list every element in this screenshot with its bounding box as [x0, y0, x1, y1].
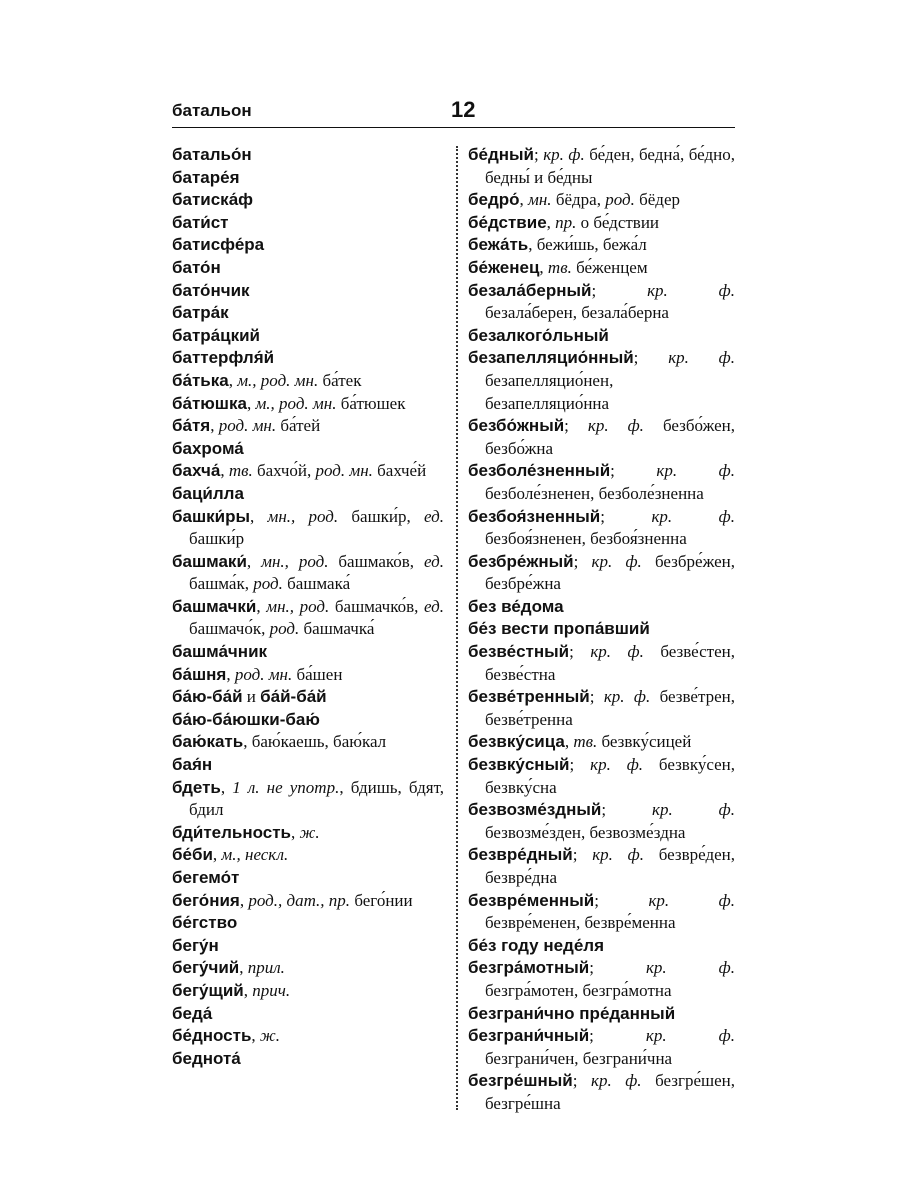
grammar-label: ед. [424, 596, 444, 616]
header-rule [172, 127, 735, 128]
entry-text: ; [573, 551, 592, 571]
headword: беда́ [172, 1003, 213, 1023]
dictionary-entry [172, 1003, 444, 1026]
headword: без ве́дома [468, 596, 564, 616]
dictionary-entry [468, 686, 735, 731]
grammar-label: 1 л. не употр. [232, 777, 340, 797]
grammar-label: кр. ф. [652, 800, 735, 820]
entry-text: бе́ден, бедна́, бе́дно, бедны́ и бе́дны [485, 145, 735, 187]
entry-text: башмака́ [282, 574, 351, 594]
entry-text: безбо́жен, безбо́жна [485, 416, 735, 458]
dictionary-entry [172, 144, 444, 167]
headword: безграни́чный [468, 1026, 590, 1046]
entry-text: , [519, 190, 529, 210]
headword: бато́нчик [172, 280, 250, 300]
headword: бегемо́т [172, 868, 240, 887]
entry-text: ; [572, 1071, 591, 1091]
entry-text: безве́стен, безве́стна [485, 642, 735, 684]
entry-text: , [239, 890, 249, 910]
dictionary-entry [468, 890, 735, 935]
dictionary-entry [468, 1025, 735, 1070]
entry-text: башма́к, [189, 574, 254, 594]
headword: бдеть [172, 777, 221, 797]
entry-text: ; [633, 348, 669, 368]
dictionary-entry [468, 618, 735, 641]
dictionary-entry [468, 280, 735, 325]
entry-text: , [226, 664, 235, 684]
dictionary-entry [172, 1048, 444, 1071]
grammar-label: пр. [555, 212, 577, 232]
dictionary-entry [468, 1003, 735, 1026]
grammar-label: кр. ф. [645, 1026, 735, 1046]
headword: безвку́сный [468, 755, 570, 775]
headword: бе́з году неде́ля [468, 935, 605, 955]
dictionary-entry [172, 822, 444, 845]
entry-text: безболе́зненен, безболе́зненна [485, 483, 704, 503]
entry-text: , [228, 370, 238, 390]
dictionary-entry [172, 347, 444, 370]
headword: бди́тельность [172, 822, 292, 842]
grammar-label: род. [605, 190, 635, 210]
entry-text: ; [594, 890, 649, 910]
entry-text: ; [572, 845, 593, 865]
entry-text: ; [610, 461, 657, 481]
entry-text: ; [564, 416, 588, 436]
dictionary-entry [172, 980, 444, 1003]
grammar-label: кр. ф. [590, 755, 644, 775]
entry-text: безвозме́здeн, безвозме́здна [485, 822, 686, 842]
dictionary-entry [468, 460, 735, 505]
entry-text: ; [569, 755, 591, 775]
dictionary-entry [172, 167, 444, 190]
entry-text: ; [569, 642, 591, 662]
dictionary-entry [172, 664, 444, 687]
entry-text: безвку́сицей [597, 732, 692, 752]
headword: башмачки́ [172, 596, 257, 616]
dictionary-entry [172, 257, 444, 280]
dictionary-entry [468, 844, 735, 889]
grammar-label: род. [269, 619, 300, 639]
headword: бегу́н [172, 935, 219, 955]
entry-text: бего́нии [350, 890, 413, 910]
headword: безбре́жный [468, 551, 574, 571]
dictionary-entry [468, 641, 735, 686]
headword: бая́н [172, 755, 213, 775]
entry-text: , [539, 257, 548, 277]
grammar-label: ж. [259, 1026, 280, 1046]
dictionary-entry [172, 302, 444, 325]
dictionary-entry [468, 957, 735, 1002]
dictionary-entry [172, 393, 444, 416]
entry-text: , [546, 212, 556, 232]
entry-text: , [220, 461, 229, 481]
dictionary-entry [468, 935, 735, 958]
dictionary-entry [172, 234, 444, 257]
dictionary-entry [468, 799, 735, 844]
dictionary-entry [468, 189, 735, 212]
grammar-label: тв. [547, 257, 572, 277]
grammar-label: кр. ф. [591, 551, 642, 571]
dictionary-entry [468, 506, 735, 551]
entry-text: , бдишь, бдят, бдил [189, 777, 445, 820]
grammar-label: м., род. мн. [237, 370, 319, 390]
dictionary-entry [172, 867, 444, 890]
grammar-label: кр. ф. [651, 506, 735, 526]
dictionary-entry [172, 596, 444, 641]
headword: бежа́ть [468, 235, 529, 255]
grammar-label: мн., род. [267, 506, 339, 526]
dictionary-entry [172, 754, 444, 777]
dictionary-entry [468, 596, 735, 619]
dictionary-entry [172, 415, 444, 438]
dictionary-entry [468, 212, 735, 235]
headword: бе́з вести пропа́вший [468, 619, 650, 639]
entry-text: и [242, 687, 261, 707]
headword: бе́гство [172, 913, 238, 933]
headword: беднота́ [172, 1048, 241, 1068]
entry-text: башмако́в, [328, 551, 424, 571]
entry-text: башмачка́ [299, 619, 375, 639]
dictionary-entry [172, 506, 444, 551]
dictionary-entry [172, 844, 444, 867]
entry-text: о бе́дствии [576, 212, 660, 232]
headword: бе́дствие [468, 212, 547, 232]
headword: бахрома́ [172, 438, 244, 458]
entry-text: ; [533, 145, 544, 164]
entry-text: безгра́мотен, безгра́мотна [485, 980, 672, 1000]
entry-text: бе́женцем [571, 257, 648, 277]
dictionary-entry [468, 415, 735, 460]
headword: башмаки́ [172, 551, 247, 571]
headword: безвре́дный [468, 845, 573, 865]
headword: батаре́я [172, 167, 240, 187]
entry-text: ба́шен [292, 664, 343, 684]
entry-text: бёдра, [551, 190, 606, 210]
headword: бегу́щий [172, 980, 244, 1000]
grammar-label: кр. ф. [591, 1071, 642, 1091]
grammar-label: ж. [299, 822, 320, 842]
entry-text: бахчо́й, [252, 461, 316, 481]
headword: безвре́менный [468, 890, 595, 910]
dictionary-entry [172, 912, 444, 935]
grammar-label: кр. ф. [656, 461, 735, 481]
headword: безбоя́зненный [468, 506, 601, 526]
grammar-label: род. мн. [218, 416, 277, 436]
headword: безве́стный [468, 642, 570, 662]
entry-text: бахче́й [372, 461, 427, 481]
grammar-label: кр. ф. [592, 845, 644, 865]
headword: ба́й-ба́й [260, 687, 327, 707]
headword: ба́ю-ба́й [172, 687, 243, 707]
right-column [468, 144, 735, 1116]
headword: безалкого́льный [468, 325, 609, 345]
entry-text: безбоя́зненен, безбоя́зненна [485, 529, 687, 549]
grammar-label: тв. [228, 461, 253, 481]
headword: батиска́ф [172, 190, 254, 210]
headword: бе́дность [172, 1026, 252, 1046]
dictionary-entry [172, 777, 444, 822]
headword: батальо́н [172, 145, 252, 164]
grammar-label: кр. ф. [648, 890, 735, 910]
dictionary-entry [172, 957, 444, 980]
entry-text: безапелляцио́нен, безапелляцио́нна [485, 370, 614, 413]
headword: ба́тька [172, 370, 229, 390]
entry-text: ; [601, 800, 653, 820]
dictionary-entry [172, 731, 444, 754]
grammar-label: м., нескл. [221, 845, 289, 865]
grammar-label: ед. [424, 506, 444, 526]
dictionary-entry [172, 483, 444, 506]
grammar-label: кр. ф. [590, 642, 644, 662]
entry-text: безвре́менен, безвре́менна [485, 913, 676, 933]
grammar-label: кр. ф. [587, 416, 644, 436]
headword: безгре́шный [468, 1071, 573, 1091]
entry-text: , [564, 732, 574, 752]
entry-text: , [212, 845, 222, 865]
dictionary-entry [172, 325, 444, 348]
grammar-label: мн., род. [266, 596, 330, 616]
entry-text: , [246, 393, 256, 413]
grammar-label: род. мн. [234, 664, 293, 684]
entry-text: , [256, 596, 267, 616]
entry-text: , [210, 416, 219, 436]
grammar-label: род., дат., пр. [248, 890, 351, 910]
headword: ба́тя [172, 416, 211, 436]
entry-text: , [243, 980, 253, 1000]
entry-text: ; [600, 506, 652, 526]
grammar-label: мн. [528, 190, 552, 210]
headword: башки́ры [172, 506, 250, 526]
entry-text: ба́тей [276, 416, 321, 436]
entry-text: ба́тюшек [336, 393, 406, 413]
dictionary-entry [468, 1070, 735, 1115]
grammar-label: кр. ф. [543, 145, 585, 164]
headword: бахча́ [172, 461, 221, 481]
headword: бего́ния [172, 890, 240, 910]
entry-text: башки́р, [338, 506, 425, 526]
grammar-label: кр. ф. [645, 958, 735, 978]
entry-text: башмачко́в, [329, 596, 425, 616]
headword: батисфе́ра [172, 235, 265, 255]
dictionary-entry [468, 144, 735, 189]
grammar-label: м., род. мн. [255, 393, 337, 413]
headword: безбо́жный [468, 416, 565, 436]
entry-text: ; [589, 1026, 646, 1046]
headword: бати́ст [172, 212, 229, 232]
entry-text: , [246, 551, 262, 571]
dictionary-entry [172, 460, 444, 483]
entry-text: ; [589, 958, 646, 978]
dictionary-entry [172, 935, 444, 958]
page-number: 12 [451, 97, 476, 122]
headword: ба́шня [172, 664, 227, 684]
dictionary-entry [172, 212, 444, 235]
headword: безала́берный [468, 280, 592, 300]
entry-text: , бежи́шь, бежа́л [528, 235, 647, 255]
dictionary-entry [468, 731, 735, 754]
dictionary-entry [468, 257, 735, 280]
dictionary-entry [172, 686, 444, 709]
headword: безве́тренный [468, 687, 590, 707]
dictionary-entry [172, 438, 444, 461]
entry-text: безбре́жен, безбре́жна [485, 551, 735, 594]
headword: бе́дный [468, 145, 534, 164]
headword: баттерфля́й [172, 348, 275, 368]
entry-text: , баю́каешь, баю́кал [243, 732, 387, 752]
dictionary-entry [468, 325, 735, 348]
headword: бато́н [172, 257, 221, 277]
headword: батра́к [172, 303, 229, 323]
dictionary-entry [172, 641, 444, 664]
grammar-label: прил. [247, 958, 285, 978]
headword: безвку́сица [468, 732, 565, 752]
headword: безапелляцио́нный [468, 348, 634, 368]
dictionary-entry [172, 189, 444, 212]
headword: бе́женец [468, 257, 540, 277]
dictionary-entry [468, 754, 735, 799]
headword: бегу́чий [172, 958, 240, 978]
grammar-label: род. [253, 574, 283, 594]
headword: ба́тюшка [172, 393, 247, 413]
headword: безгра́мотный [468, 958, 590, 978]
grammar-label: род. мн. [315, 461, 373, 481]
headword: бе́би [172, 845, 213, 865]
headword: безвозме́здный [468, 800, 602, 820]
entry-text: бёдер [634, 190, 680, 210]
dictionary-entry [172, 1025, 444, 1048]
dictionary-entry [468, 551, 735, 596]
entry-text: , [250, 506, 268, 526]
grammar-label: ед. [424, 551, 444, 571]
dictionary-entry [468, 234, 735, 257]
dictionary-entry [468, 347, 735, 415]
entry-text: , [251, 1026, 260, 1046]
dictionary-entry [172, 280, 444, 303]
page-header [172, 97, 735, 127]
entry-text: безве́трен, безве́тренна [485, 687, 735, 729]
grammar-label: кр. ф. [647, 280, 735, 300]
dictionary-entry [172, 370, 444, 393]
headword: баци́лла [172, 483, 244, 503]
entry-text: безграни́чен, безграни́чна [485, 1048, 673, 1068]
headword: безболе́зненный [468, 461, 611, 481]
entry-text: , [220, 777, 233, 797]
entry-text: , [239, 958, 248, 978]
entry-text: башки́р [189, 529, 245, 549]
running-head: батальон [172, 101, 252, 120]
entry-text: безвре́ден, безвре́дна [485, 845, 735, 887]
dictionary-entry [172, 890, 444, 913]
headword: ба́ю-ба́юшки-баю́ [172, 709, 320, 729]
headword: баю́кать [172, 732, 244, 752]
entry-text: безгре́шен, безгре́шна [485, 1071, 735, 1113]
left-column [172, 144, 444, 1070]
entry-text: , [291, 822, 300, 842]
headword: башма́чник [172, 642, 268, 662]
grammar-label: мн., род. [261, 551, 329, 571]
entry-text: башмачо́к, [189, 619, 270, 639]
column-divider [456, 146, 458, 1110]
grammar-label: прич. [252, 980, 291, 1000]
grammar-label: тв. [573, 732, 598, 752]
dictionary-entry [172, 709, 444, 732]
entry-text: безала́берен, безала́берна [485, 303, 669, 323]
entry-text: безвку́сен, безвку́сна [485, 755, 735, 797]
grammar-label: кр. ф. [668, 348, 735, 368]
dictionary-entry [172, 551, 444, 596]
entry-text: ; [591, 280, 648, 300]
entry-text: ба́тек [318, 370, 362, 390]
grammar-label: кр. ф. [603, 687, 651, 707]
entry-text: ; [589, 687, 604, 707]
headword: батра́цкий [172, 325, 260, 345]
headword: бедро́ [468, 190, 520, 210]
headword: безграни́чно пре́данный [468, 1003, 676, 1023]
